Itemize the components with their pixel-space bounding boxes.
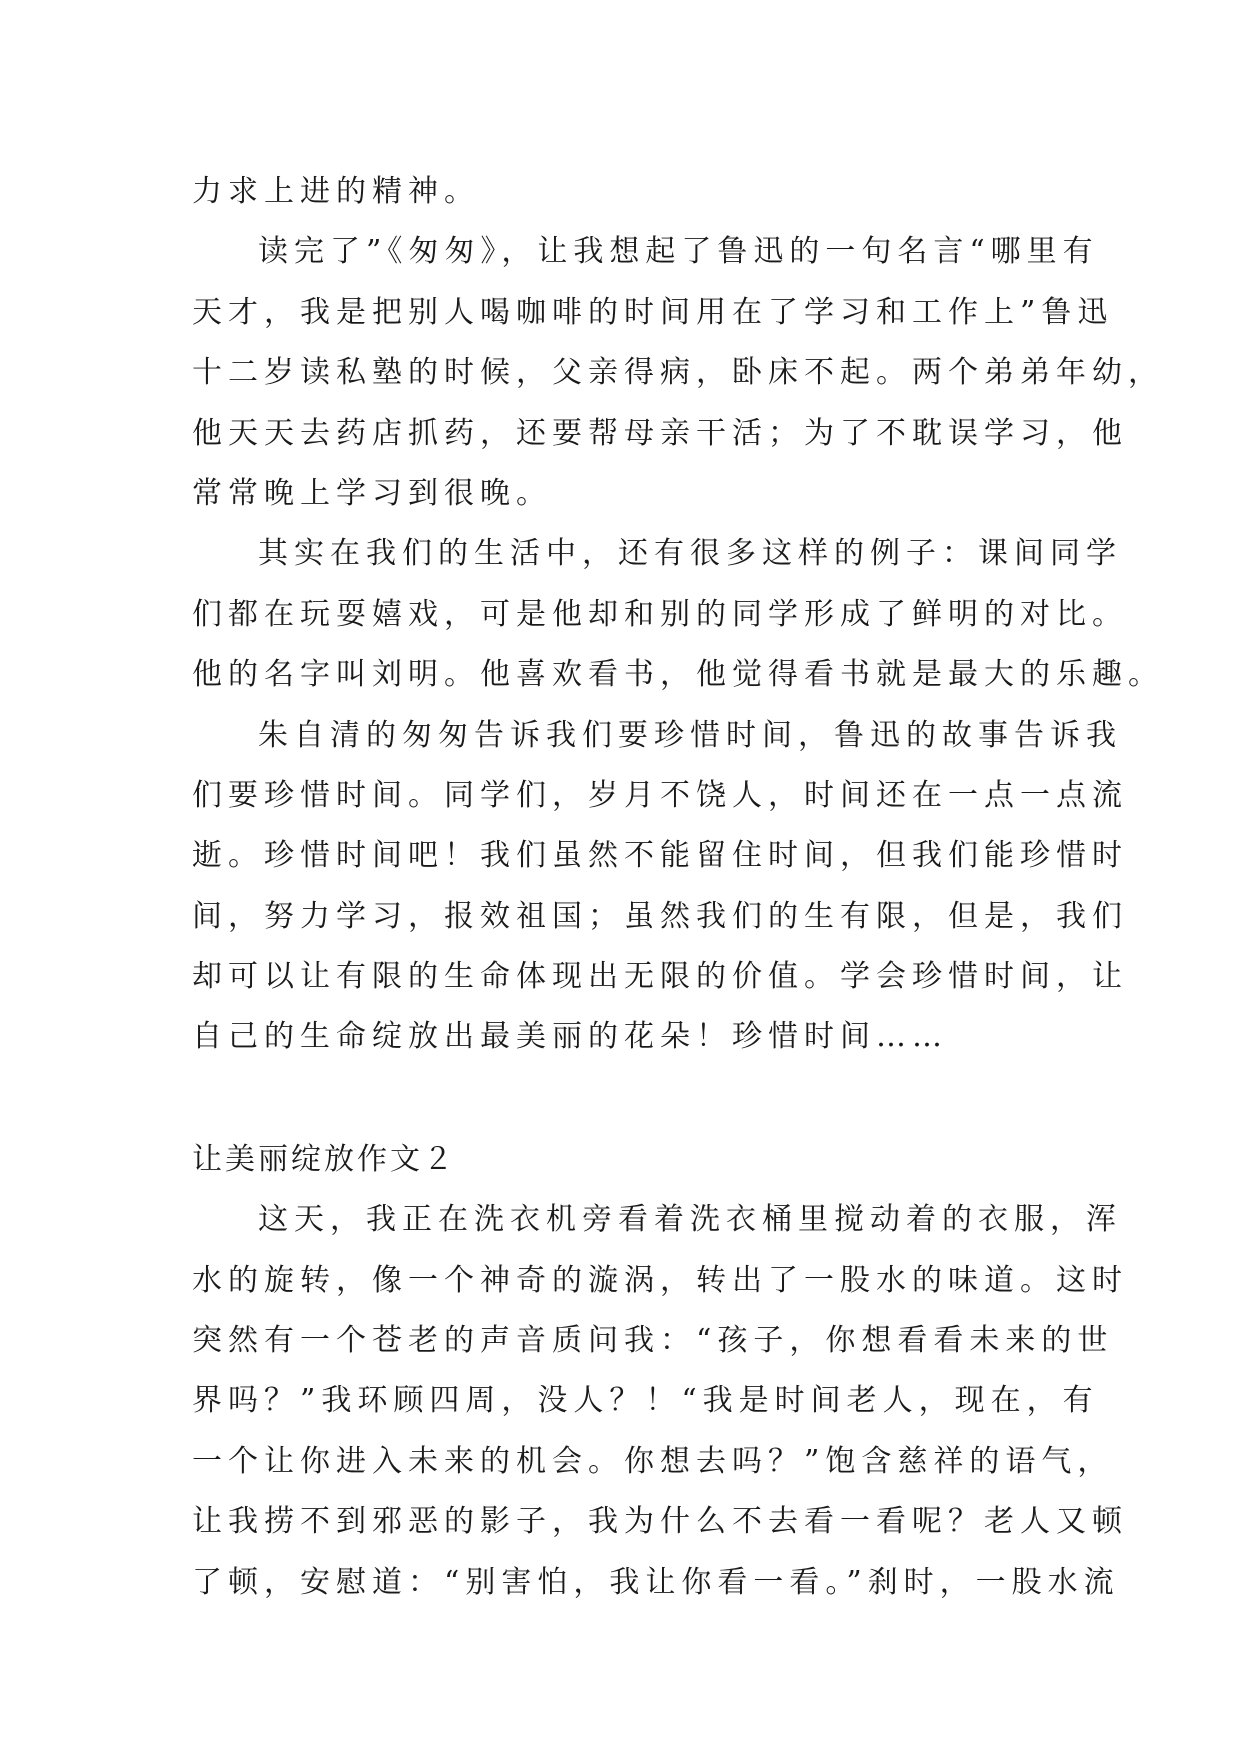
text-line: 们都在玩耍嬉戏，可是他却和别的同学形成了鲜明的对比。: [192, 596, 1128, 632]
text-line: 十二岁读私塾的时候，父亲得病，卧床不起。两个弟弟年幼，: [192, 355, 1164, 391]
text-line: 水的旋转，像一个神奇的漩涡，转出了一股水的味道。这时: [192, 1262, 1128, 1298]
text-line: 他的名字叫刘明。他喜欢看书，他觉得看书就是最大的乐趣。: [192, 657, 1164, 693]
text-line: 却可以让有限的生命体现出无限的价值。学会珍惜时间，让: [192, 959, 1128, 995]
text-line: 读完了”《匆匆》，让我想起了鲁迅的一句名言“哪里有: [258, 234, 1099, 270]
text-line: 突然有一个苍老的声音质问我：“孩子，你想看看未来的世: [192, 1323, 1114, 1359]
text-line: 其实在我们的生活中，还有很多这样的例子：课间同学: [258, 536, 1122, 572]
text-line: 天才，我是把别人喝咖啡的时间用在了学习和工作上”鲁迅: [192, 294, 1114, 330]
text-line: 界吗？”我环顾四周，没人？！“我是时间老人，现在，有: [192, 1383, 1099, 1419]
text-line: 间，努力学习，报效祖国；虽然我们的生有限，但是，我们: [192, 898, 1128, 934]
section-heading: 让美丽绽放作文２: [192, 1141, 456, 1177]
text-line: 常常晚上学习到很晚。: [192, 475, 552, 511]
text-line: 了顿，安慰道：“别害怕，我让你看一看。”刹时，一股水流: [192, 1564, 1120, 1600]
essay-body: [192, 162, 1164, 1613]
text-line: 一个让你进入未来的机会。你想去吗？”饱含慈祥的语气，: [192, 1443, 1114, 1479]
text-line: 这天，我正在洗衣机旁看着洗衣桶里搅动着的衣服，浑: [258, 1202, 1122, 1238]
text-line: 让我捞不到邪恶的影子，我为什么不去看一看呢？老人又顿: [192, 1504, 1128, 1540]
text-line: 逝。珍惜时间吧！我们虽然不能留住时间，但我们能珍惜时: [192, 838, 1128, 874]
text-line: 自己的生命绽放出最美丽的花朵！珍惜时间……: [192, 1019, 948, 1055]
text-line: 朱自清的匆匆告诉我们要珍惜时间，鲁迅的故事告诉我: [258, 717, 1122, 753]
text-line: 力求上进的精神。: [192, 174, 480, 209]
text-line: 他天天去药店抓药，还要帮母亲干活；为了不耽误学习，他: [192, 415, 1128, 451]
text-line: 们要珍惜时间。同学们，岁月不饶人，时间还在一点一点流: [192, 777, 1128, 813]
